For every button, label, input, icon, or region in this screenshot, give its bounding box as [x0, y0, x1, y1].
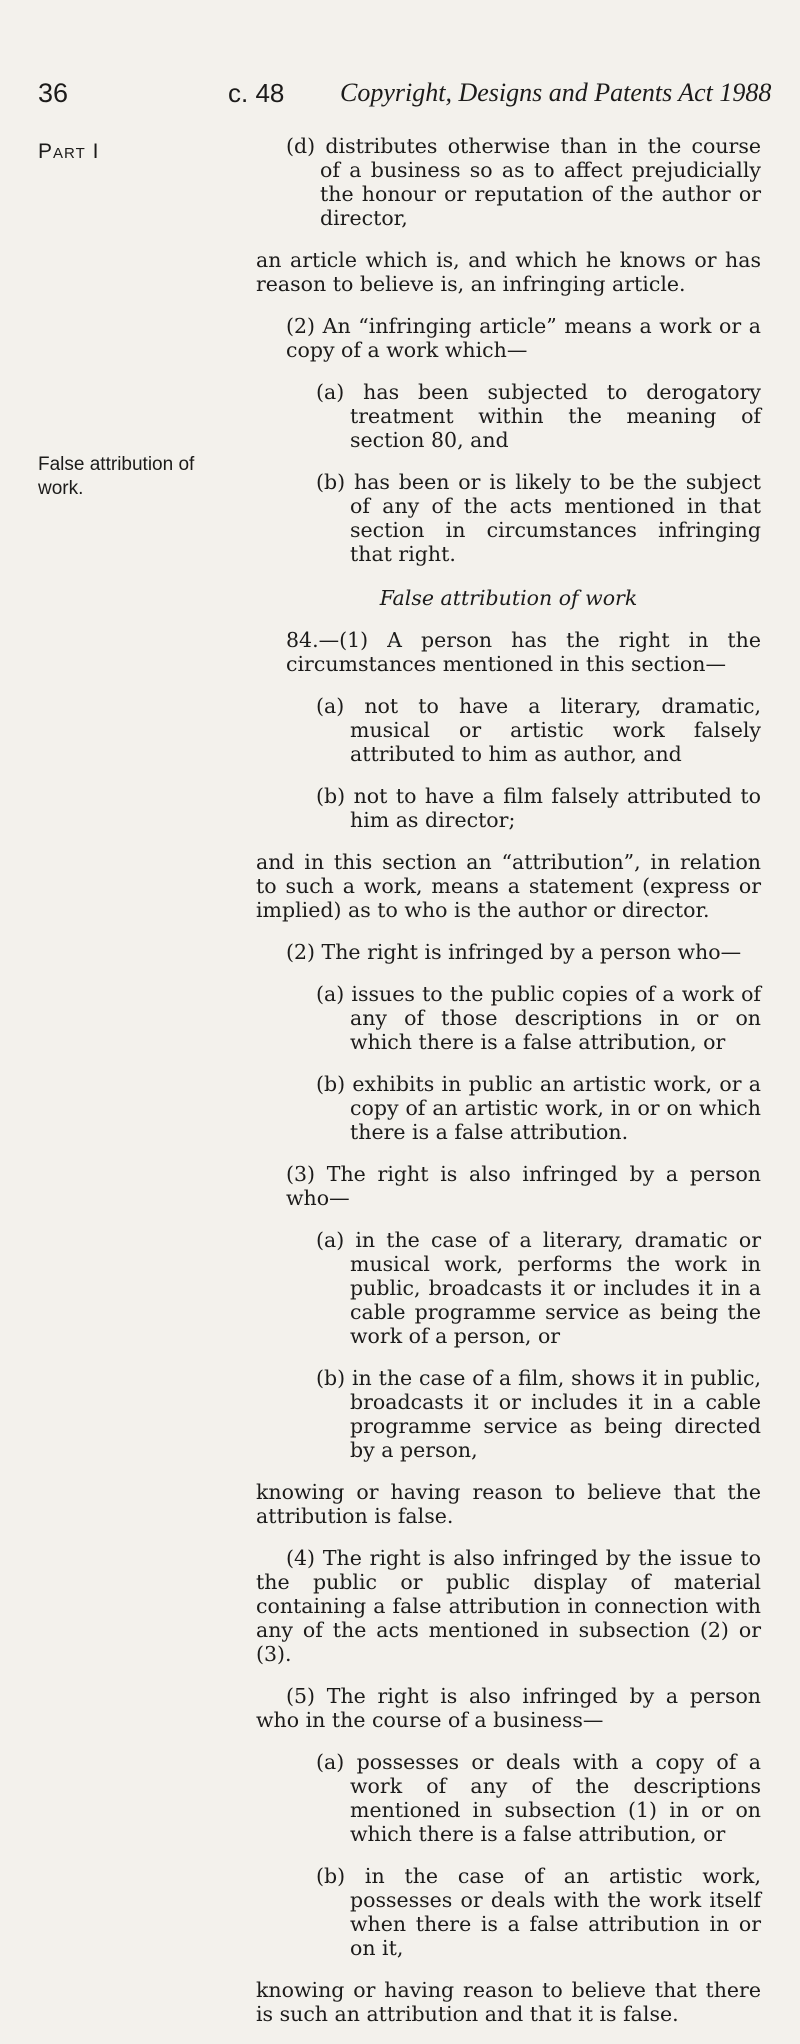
- subsection-2: (2) The right is infringed by a person who—: [286, 940, 742, 964]
- act-title: Copyright, Designs and Patents Act 1988: [340, 78, 772, 107]
- chapter-number: c. 48: [228, 78, 285, 108]
- paragraph-b: (b) in the case of a film, shows it in public, broadcasts it or includes it in a cable programme service as being directed by a person,: [316, 1366, 761, 1462]
- paragraph: knowing or having reason to believe that the attribution is false.: [256, 1480, 761, 1528]
- paragraph: and in this section an “attribution”, in relation to such a work, means a statement (express or implied) as to who is the author or director.: [256, 850, 761, 922]
- part-label: Part I: [38, 140, 100, 163]
- subsection-2: (2) An “infringing article” means a work or a copy of a work which—: [286, 314, 761, 362]
- paragraph-b: (b) exhibits in public an artistic work, or a copy of an artistic work, in or on which there is a false attribution.: [316, 1072, 761, 1144]
- paragraph-b: (b) not to have a film falsely attributed to him as director;: [316, 784, 761, 832]
- subsection-4: (4) The right is also infringed by the issue to the public or public display of material containing a false attribution in connection with any of the acts mentioned in subsection (2) or (3).: [256, 1546, 761, 1666]
- paragraph: knowing or having reason to believe that there is such an attribution and that it is false.: [256, 1978, 761, 2026]
- sidenote: False attribution of work.: [38, 454, 195, 499]
- subsection-3: (3) The right is also infringed by a person who—: [286, 1162, 761, 1210]
- page-number: 36: [38, 78, 69, 108]
- paragraph: an article which is, and which he knows or has reason to believe is, an infringing article.: [256, 248, 761, 296]
- paragraph-a: (a) in the case of a literary, dramatic or musical work, performs the work in public, broadcasts it or includes it in a cable programme service as being the work of a person, or: [316, 1228, 761, 1348]
- subsection-5: (5) The right is also infringed by a person who in the course of a business—: [256, 1684, 761, 1732]
- paragraph-d: (d) distributes otherwise than in the course of a business so as to affect prejudicially the honour or reputation of the author or director,: [286, 134, 761, 230]
- section-84-1: 84.—(1) A person has the right in the circumstances mentioned in this section—: [286, 628, 761, 676]
- paragraph-b: (b) in the case of an artistic work, possesses or deals with the work itself when there is a false attribution in or on it,: [316, 1864, 761, 1960]
- paragraph-b: (b) has been or is likely to be the subject of any of the acts mentioned in that section in circumstances infringing that right.: [316, 470, 761, 566]
- paragraph-a: (a) has been subjected to derogatory treatment within the meaning of section 80, and: [316, 380, 761, 452]
- paragraph-a: (a) possesses or deals with a copy of a work of any of the descriptions mentioned in subsection (1) in or on which there is a false attribution, or: [316, 1750, 761, 1846]
- paragraph-a: (a) issues to the public copies of a work of any of those descriptions in or on which there is a false attribution, or: [316, 982, 761, 1054]
- running-header: [0, 78, 800, 118]
- paragraph-a: (a) not to have a literary, dramatic, musical or artistic work falsely attributed to him as author, and: [316, 694, 761, 766]
- section-heading: False attribution of work: [379, 586, 638, 610]
- body-text: [256, 134, 761, 2044]
